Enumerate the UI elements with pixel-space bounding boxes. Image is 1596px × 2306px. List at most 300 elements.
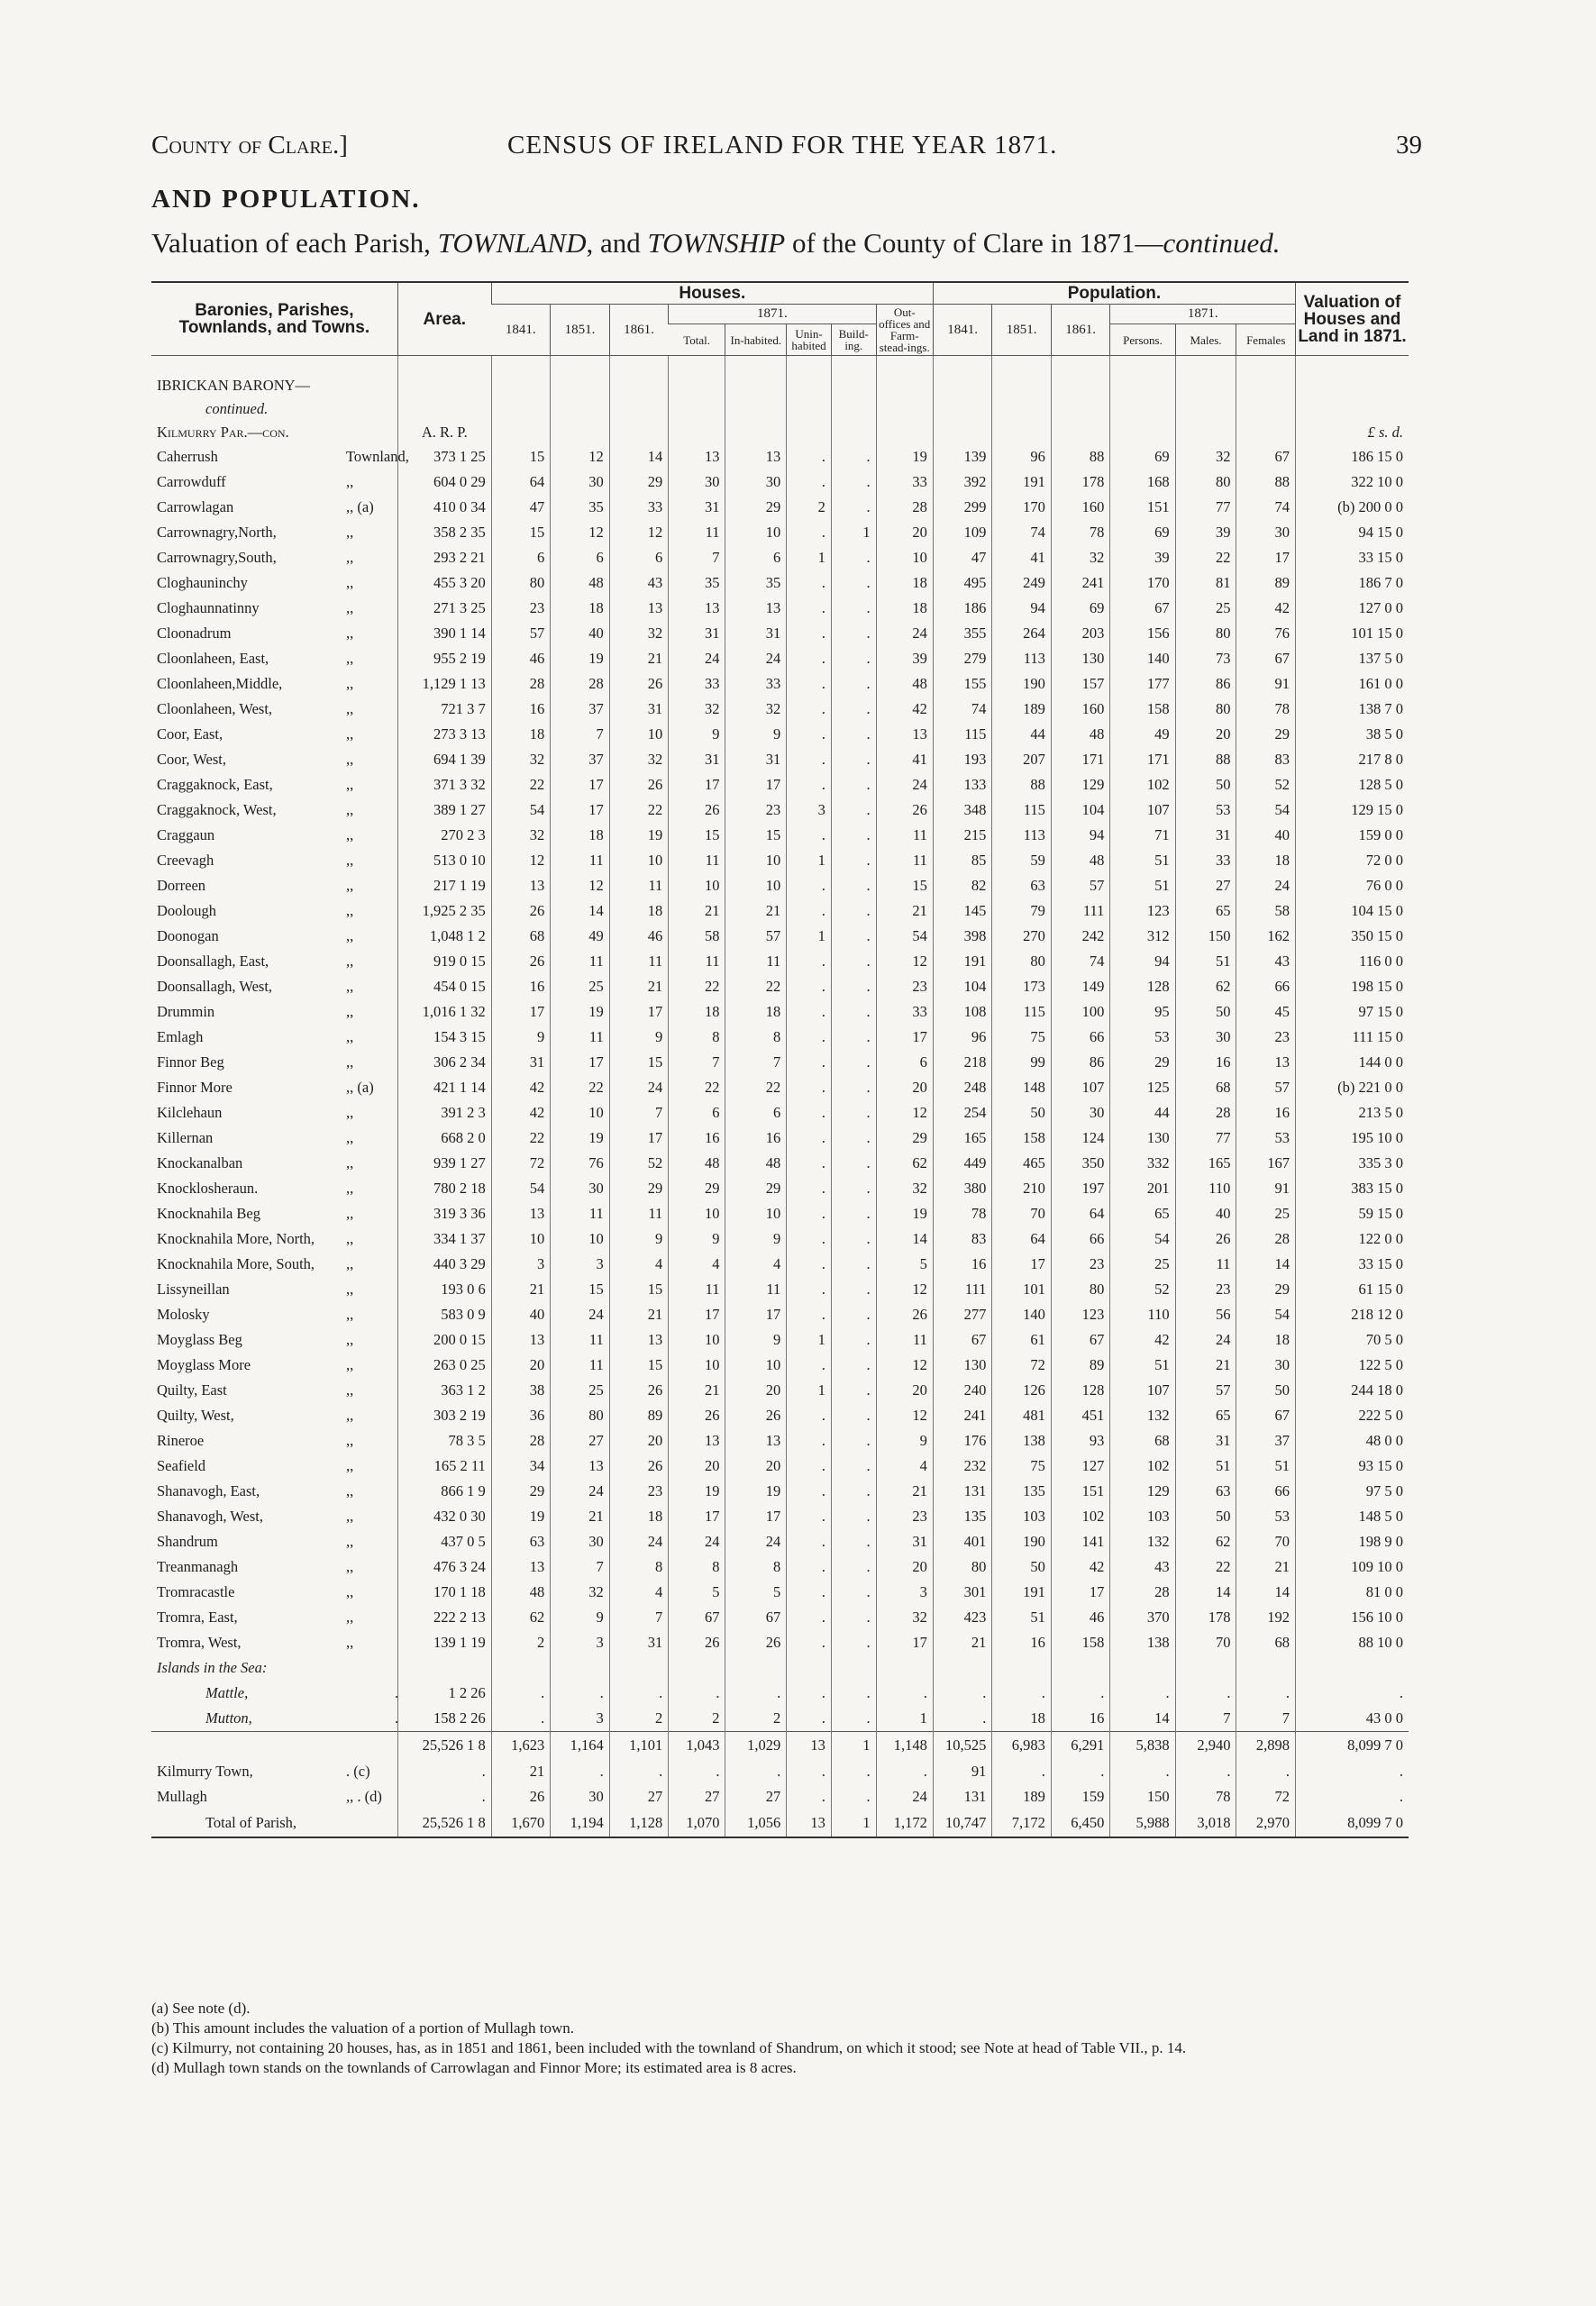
col-houses-1851: 1851. bbox=[551, 305, 610, 356]
cell-h51: 10 bbox=[551, 1226, 610, 1252]
cell-p61: 107 bbox=[1051, 1075, 1110, 1100]
cell-p51: 64 bbox=[992, 1226, 1052, 1252]
cell-unin: . bbox=[787, 1252, 832, 1277]
townland-row bbox=[151, 924, 1409, 949]
cell-h61: 27 bbox=[609, 1784, 669, 1809]
cell-out: 41 bbox=[876, 747, 933, 772]
cell-fem: 57 bbox=[1236, 1075, 1296, 1100]
cell-h41: 13 bbox=[491, 1554, 551, 1580]
place-suffix: ,, bbox=[346, 1280, 354, 1298]
cell-fem: 7 bbox=[1236, 1706, 1296, 1732]
place-suffix: ,, bbox=[346, 1254, 354, 1272]
cell-out: 39 bbox=[876, 646, 933, 671]
cell-p61: . bbox=[1051, 1759, 1110, 1784]
place-cell bbox=[151, 1025, 397, 1050]
cell-tot: 48 bbox=[669, 1151, 725, 1176]
cell-inh: 22 bbox=[725, 1075, 787, 1100]
cell-unin: 1 bbox=[787, 924, 832, 949]
cell-h61: 31 bbox=[609, 1630, 669, 1655]
cell-h41: 16 bbox=[491, 974, 551, 999]
cell-per: 312 bbox=[1110, 924, 1175, 949]
place-name: Molosky bbox=[157, 1305, 210, 1323]
cell-val: . bbox=[1296, 1681, 1409, 1706]
place-cell bbox=[151, 1252, 397, 1277]
townland-row bbox=[151, 1554, 1409, 1580]
cell-bld: . bbox=[831, 1378, 876, 1403]
cell-p41: 355 bbox=[933, 621, 992, 646]
townland-row bbox=[151, 873, 1409, 898]
place-name: Quilty, East bbox=[157, 1381, 227, 1399]
cell-bld: . bbox=[831, 974, 876, 999]
subtitle-townland: TOWNLAND bbox=[437, 227, 587, 259]
cell-tot: 8 bbox=[669, 1025, 725, 1050]
place-suffix: ,, bbox=[346, 926, 354, 944]
cell-fem: 18 bbox=[1236, 1327, 1296, 1353]
cell-inh: 15 bbox=[725, 823, 787, 848]
cell-area: 165 2 11 bbox=[397, 1454, 491, 1479]
cell-p61: 129 bbox=[1051, 772, 1110, 798]
cell-area: 390 1 14 bbox=[397, 621, 491, 646]
place-name: Killernan bbox=[157, 1128, 214, 1146]
cell-val: 97 5 0 bbox=[1296, 1479, 1409, 1504]
cell-p41: 380 bbox=[933, 1176, 992, 1201]
cell-out: 24 bbox=[876, 1784, 933, 1809]
place-suffix: ,, bbox=[346, 598, 354, 616]
cell-mal: 110 bbox=[1175, 1176, 1236, 1201]
place-cell bbox=[151, 1732, 397, 1760]
cell-fem: 30 bbox=[1236, 520, 1296, 545]
place-suffix: ,, bbox=[346, 775, 354, 793]
cell-per: 53 bbox=[1110, 1025, 1175, 1050]
cell-fem: 29 bbox=[1236, 1277, 1296, 1302]
cell-unin: 1 bbox=[787, 1327, 832, 1353]
cell-h61: . bbox=[609, 1759, 669, 1784]
cell-val: 76 0 0 bbox=[1296, 873, 1409, 898]
cell-out: 31 bbox=[876, 1529, 933, 1554]
footnote-b: (b) This amount includes the valuation of a portion of Mullagh town. bbox=[151, 2019, 574, 2037]
cell-h51: 15 bbox=[551, 1277, 610, 1302]
cell-p61: 203 bbox=[1051, 621, 1110, 646]
cell-bld: . bbox=[831, 798, 876, 823]
cell-mal: 3,018 bbox=[1175, 1809, 1236, 1837]
cell-p61: 242 bbox=[1051, 924, 1110, 949]
cell-mal: 2,940 bbox=[1175, 1732, 1236, 1760]
cell-h51: 11 bbox=[551, 848, 610, 873]
cell-area: 193 0 6 bbox=[397, 1277, 491, 1302]
cell-h61: 52 bbox=[609, 1151, 669, 1176]
cell-area: 222 2 13 bbox=[397, 1605, 491, 1630]
cell-h41: 12 bbox=[491, 848, 551, 873]
cell-tot: 29 bbox=[669, 1176, 725, 1201]
place-suffix: ,, bbox=[346, 1128, 354, 1146]
table-body bbox=[151, 356, 1409, 1838]
place-name: Moyglass Beg bbox=[157, 1330, 242, 1348]
place-cell bbox=[151, 469, 397, 495]
cell-h41: 21 bbox=[491, 1277, 551, 1302]
cell-h61: 15 bbox=[609, 1050, 669, 1075]
cell-per: 370 bbox=[1110, 1605, 1175, 1630]
cell-inh: 26 bbox=[725, 1403, 787, 1428]
cell-p41: 277 bbox=[933, 1302, 992, 1327]
cell-h61: 1,101 bbox=[609, 1732, 669, 1760]
cell-h41: 1,670 bbox=[491, 1809, 551, 1837]
cell-per: 123 bbox=[1110, 898, 1175, 924]
cell-per: 69 bbox=[1110, 444, 1175, 469]
cell-mal: 62 bbox=[1175, 1529, 1236, 1554]
townland-row bbox=[151, 495, 1409, 520]
cell-inh: 6 bbox=[725, 1100, 787, 1126]
cell-bld: . bbox=[831, 722, 876, 747]
cell-h41: 62 bbox=[491, 1605, 551, 1630]
cell-fem: 91 bbox=[1236, 671, 1296, 697]
townland-row bbox=[151, 621, 1409, 646]
place-cell bbox=[151, 1075, 397, 1100]
cell-p41: 85 bbox=[933, 848, 992, 873]
cell-inh: 10 bbox=[725, 1353, 787, 1378]
cell-h41: 26 bbox=[491, 898, 551, 924]
cell-fem: 58 bbox=[1236, 898, 1296, 924]
cell-area: 476 3 24 bbox=[397, 1554, 491, 1580]
cell-unin: . bbox=[787, 1025, 832, 1050]
cell-val: 81 0 0 bbox=[1296, 1580, 1409, 1605]
cell-h41: . bbox=[491, 1706, 551, 1732]
cell-mal: . bbox=[1175, 1681, 1236, 1706]
cell-area: 513 0 10 bbox=[397, 848, 491, 873]
cell-tot: 7 bbox=[669, 1050, 725, 1075]
cell-unin: 3 bbox=[787, 798, 832, 823]
cell-inh: 29 bbox=[725, 495, 787, 520]
cell-out: 24 bbox=[876, 621, 933, 646]
place-name: Knocknahila More, North, bbox=[157, 1229, 315, 1247]
townland-row bbox=[151, 1025, 1409, 1050]
col-total: Total. bbox=[669, 324, 725, 356]
cell-inh: . bbox=[725, 1759, 787, 1784]
cell-p61: 127 bbox=[1051, 1454, 1110, 1479]
cell-fem: 74 bbox=[1236, 495, 1296, 520]
place-cell bbox=[151, 1630, 397, 1655]
cell-unin: . bbox=[787, 1479, 832, 1504]
place-name: Cloghaunnatinny bbox=[157, 598, 260, 616]
place-cell bbox=[151, 545, 397, 570]
cell-tot: 11 bbox=[669, 1277, 725, 1302]
cell-inh: 7 bbox=[725, 1050, 787, 1075]
cell-val: 101 15 0 bbox=[1296, 621, 1409, 646]
cell-out: 18 bbox=[876, 570, 933, 596]
cell-mal: 30 bbox=[1175, 1025, 1236, 1050]
cell-mal: 7 bbox=[1175, 1706, 1236, 1732]
cell-p61: 64 bbox=[1051, 1201, 1110, 1226]
place-cell bbox=[151, 722, 397, 747]
cell-val: 127 0 0 bbox=[1296, 596, 1409, 621]
cell-mal: 63 bbox=[1175, 1479, 1236, 1504]
cell-p51: . bbox=[992, 1681, 1052, 1706]
place-name: Cloonlaheen, West, bbox=[157, 699, 273, 717]
col-area: Area. bbox=[397, 282, 491, 356]
cell-out: 21 bbox=[876, 1479, 933, 1504]
cell-per: 44 bbox=[1110, 1100, 1175, 1126]
cell-out: 1,148 bbox=[876, 1732, 933, 1760]
cell-mal: 51 bbox=[1175, 1454, 1236, 1479]
cell-mal: 65 bbox=[1175, 898, 1236, 924]
cell-area: 421 1 14 bbox=[397, 1075, 491, 1100]
cell-per: 125 bbox=[1110, 1075, 1175, 1100]
cell-h51: 14 bbox=[551, 898, 610, 924]
cell-h41: 31 bbox=[491, 1050, 551, 1075]
cell-val: 322 10 0 bbox=[1296, 469, 1409, 495]
place-name: Coor, East, bbox=[157, 725, 223, 743]
cell-h61: 19 bbox=[609, 823, 669, 848]
cell-h61: 31 bbox=[609, 697, 669, 722]
cell-tot: 31 bbox=[669, 621, 725, 646]
cell-val: 43 0 0 bbox=[1296, 1706, 1409, 1732]
cell-h61: . bbox=[609, 1681, 669, 1706]
cell-p51: 115 bbox=[992, 999, 1052, 1025]
place-cell bbox=[151, 1378, 397, 1403]
place-name: Doonogan bbox=[157, 926, 219, 944]
cell-tot: 16 bbox=[669, 1126, 725, 1151]
cell-inh: 9 bbox=[725, 1226, 787, 1252]
cell-fem: 70 bbox=[1236, 1529, 1296, 1554]
cell-inh: 22 bbox=[725, 974, 787, 999]
cell-tot: 19 bbox=[669, 1479, 725, 1504]
cell-out: 4 bbox=[876, 1454, 933, 1479]
cell-mal: 150 bbox=[1175, 924, 1236, 949]
cell-unin: 1 bbox=[787, 545, 832, 570]
cell-bld: . bbox=[831, 1302, 876, 1327]
place-cell bbox=[151, 949, 397, 974]
cell-tot: 7 bbox=[669, 545, 725, 570]
cell-inh: 18 bbox=[725, 999, 787, 1025]
town-row bbox=[151, 1759, 1409, 1784]
cell-bld: . bbox=[831, 1226, 876, 1252]
cell-p51: 63 bbox=[992, 873, 1052, 898]
cell-per: 49 bbox=[1110, 722, 1175, 747]
cell-p61: 42 bbox=[1051, 1554, 1110, 1580]
place-suffix: ,, bbox=[346, 649, 354, 667]
cell-per: 103 bbox=[1110, 1504, 1175, 1529]
cell-tot: 24 bbox=[669, 646, 725, 671]
cell-h61: 13 bbox=[609, 596, 669, 621]
col-males: Males. bbox=[1175, 324, 1236, 356]
cell-unin: . bbox=[787, 1403, 832, 1428]
cell-tot: 58 bbox=[669, 924, 725, 949]
place-name: Seafield bbox=[157, 1456, 206, 1474]
cell-bld: . bbox=[831, 1630, 876, 1655]
place-name: Caherrush bbox=[157, 447, 218, 465]
cell-val: 144 0 0 bbox=[1296, 1050, 1409, 1075]
cell-val: . bbox=[1296, 1784, 1409, 1809]
cell-p41: 218 bbox=[933, 1050, 992, 1075]
cell-p61: 46 bbox=[1051, 1605, 1110, 1630]
cell-val: 48 0 0 bbox=[1296, 1428, 1409, 1454]
cell-h61: 26 bbox=[609, 671, 669, 697]
cell-area: 955 2 19 bbox=[397, 646, 491, 671]
place-suffix: ,, bbox=[346, 825, 354, 843]
townland-row bbox=[151, 1580, 1409, 1605]
cell-fem: 18 bbox=[1236, 848, 1296, 873]
cell-p61: 6,450 bbox=[1051, 1809, 1110, 1837]
cell-val: 122 5 0 bbox=[1296, 1353, 1409, 1378]
census-title: CENSUS OF IRELAND FOR THE YEAR 1871. bbox=[507, 131, 1058, 160]
cell-p41: 108 bbox=[933, 999, 992, 1025]
cell-p61: 17 bbox=[1051, 1580, 1110, 1605]
cell-p51: 135 bbox=[992, 1479, 1052, 1504]
cell-p41: 401 bbox=[933, 1529, 992, 1554]
cell-h41: 48 bbox=[491, 1580, 551, 1605]
cell-val: 148 5 0 bbox=[1296, 1504, 1409, 1529]
cell-bld: . bbox=[831, 1151, 876, 1176]
col-persons: Persons. bbox=[1110, 324, 1175, 356]
cell-p61: 451 bbox=[1051, 1403, 1110, 1428]
place-suffix: ,, bbox=[346, 800, 354, 818]
cell-out: 20 bbox=[876, 1554, 933, 1580]
cell-area: 319 3 36 bbox=[397, 1201, 491, 1226]
place-suffix: ,, bbox=[346, 1557, 354, 1575]
cell-h51: 17 bbox=[551, 772, 610, 798]
cell-tot: 10 bbox=[669, 1327, 725, 1353]
cell-h51: . bbox=[551, 1759, 610, 1784]
cell-out: 26 bbox=[876, 1302, 933, 1327]
cell-inh: 31 bbox=[725, 621, 787, 646]
cell-p61: 69 bbox=[1051, 596, 1110, 621]
cell-p51: 99 bbox=[992, 1050, 1052, 1075]
cell-bld: . bbox=[831, 621, 876, 646]
cell-h51: 25 bbox=[551, 974, 610, 999]
cell-h51: 18 bbox=[551, 823, 610, 848]
cell-per: 107 bbox=[1110, 798, 1175, 823]
place-cell: Total of Parish, bbox=[151, 1809, 397, 1837]
cell-out: 12 bbox=[876, 1353, 933, 1378]
place-name: Carrownagry,South, bbox=[157, 548, 277, 566]
cell-bld: . bbox=[831, 1126, 876, 1151]
col-pop-1861: 1861. bbox=[1051, 305, 1110, 356]
cell-p51: 16 bbox=[992, 1630, 1052, 1655]
place-suffix: ,, bbox=[346, 674, 354, 692]
cell-h61: 26 bbox=[609, 772, 669, 798]
cell-mal: 178 bbox=[1175, 1605, 1236, 1630]
cell-p41: 279 bbox=[933, 646, 992, 671]
cell-p51: 270 bbox=[992, 924, 1052, 949]
cell-p51: 51 bbox=[992, 1605, 1052, 1630]
place-cell bbox=[151, 520, 397, 545]
place-name: Creevagh bbox=[157, 851, 214, 869]
cell-bld: . bbox=[831, 495, 876, 520]
cell-p41: 80 bbox=[933, 1554, 992, 1580]
place-name: Rineroe bbox=[157, 1431, 205, 1449]
cell-h51: 1,194 bbox=[551, 1809, 610, 1837]
cell-h61: 10 bbox=[609, 722, 669, 747]
cell-p51: 481 bbox=[992, 1403, 1052, 1428]
cell-p61: 241 bbox=[1051, 570, 1110, 596]
cell-p41: 21 bbox=[933, 1630, 992, 1655]
cell-p61: 141 bbox=[1051, 1529, 1110, 1554]
place-suffix: ,, bbox=[346, 952, 354, 970]
cell-per: 128 bbox=[1110, 974, 1175, 999]
place-cell bbox=[151, 1759, 397, 1784]
cell-out: 28 bbox=[876, 495, 933, 520]
cell-bld: 1 bbox=[831, 1809, 876, 1837]
cell-p51: 191 bbox=[992, 469, 1052, 495]
cell-h41: 26 bbox=[491, 949, 551, 974]
cell-unin: . bbox=[787, 1277, 832, 1302]
townland-row bbox=[151, 823, 1409, 848]
cell-h41: 2 bbox=[491, 1630, 551, 1655]
place-name: Knocknahila Beg bbox=[157, 1204, 261, 1222]
cell-h51: 3 bbox=[551, 1630, 610, 1655]
cell-p61: 66 bbox=[1051, 1025, 1110, 1050]
townland-row bbox=[151, 596, 1409, 621]
cell-inh: 9 bbox=[725, 722, 787, 747]
place-name: Mattle, bbox=[205, 1683, 249, 1701]
cell-h51: 17 bbox=[551, 798, 610, 823]
cell-unin: . bbox=[787, 1504, 832, 1529]
cell-p51: 80 bbox=[992, 949, 1052, 974]
cell-h41: 40 bbox=[491, 1302, 551, 1327]
cell-bld: . bbox=[831, 949, 876, 974]
cell-bld: . bbox=[831, 1428, 876, 1454]
place-suffix: ,, bbox=[346, 548, 354, 566]
cell-p51: 50 bbox=[992, 1554, 1052, 1580]
place-cell bbox=[151, 873, 397, 898]
cell-fem: 88 bbox=[1236, 469, 1296, 495]
col-pop-1851: 1851. bbox=[992, 305, 1052, 356]
cell-tot: 11 bbox=[669, 949, 725, 974]
cell-per: 168 bbox=[1110, 469, 1175, 495]
cell-mal: 70 bbox=[1175, 1630, 1236, 1655]
cell-h41: 57 bbox=[491, 621, 551, 646]
cell-val: 137 5 0 bbox=[1296, 646, 1409, 671]
cell-h41: 38 bbox=[491, 1378, 551, 1403]
cell-p51: 72 bbox=[992, 1353, 1052, 1378]
barony-label: IBRICKAN BARONY— bbox=[157, 376, 311, 394]
cell-h61: 9 bbox=[609, 1025, 669, 1050]
cell-bld: . bbox=[831, 469, 876, 495]
cell-p41: 392 bbox=[933, 469, 992, 495]
cell-unin: . bbox=[787, 621, 832, 646]
cell-p41: 47 bbox=[933, 545, 992, 570]
place-name: Cloonlaheen,Middle, bbox=[157, 674, 283, 692]
cell-h41: 23 bbox=[491, 596, 551, 621]
cell-val: 93 15 0 bbox=[1296, 1454, 1409, 1479]
cell-p41: 91 bbox=[933, 1759, 992, 1784]
cell-area: 263 0 25 bbox=[397, 1353, 491, 1378]
cell-h61: 12 bbox=[609, 520, 669, 545]
cell-bld: . bbox=[831, 1681, 876, 1706]
cell-h51: 7 bbox=[551, 722, 610, 747]
cell-fem: 66 bbox=[1236, 1479, 1296, 1504]
subtotal-row bbox=[151, 1732, 1409, 1760]
cell-bld: . bbox=[831, 1706, 876, 1732]
cell-p61: 160 bbox=[1051, 697, 1110, 722]
cell-p41: 186 bbox=[933, 596, 992, 621]
cell-p61: 48 bbox=[1051, 848, 1110, 873]
island-row bbox=[151, 1706, 1409, 1732]
cell-unin: . bbox=[787, 1302, 832, 1327]
cell-per: 140 bbox=[1110, 646, 1175, 671]
cell-unin: 1 bbox=[787, 1378, 832, 1403]
place-name: Knocknahila More, South, bbox=[157, 1254, 315, 1272]
cell-bld: . bbox=[831, 596, 876, 621]
cell-mal: 31 bbox=[1175, 823, 1236, 848]
cell-mal: 22 bbox=[1175, 1554, 1236, 1580]
cell-p41: 398 bbox=[933, 924, 992, 949]
place-name: Craggaun bbox=[157, 825, 215, 843]
cell-fem: 167 bbox=[1236, 1151, 1296, 1176]
cell-h41: 47 bbox=[491, 495, 551, 520]
place-name: Carrowlagan bbox=[157, 497, 234, 515]
cell-tot: 21 bbox=[669, 1378, 725, 1403]
cell-out: 5 bbox=[876, 1252, 933, 1277]
